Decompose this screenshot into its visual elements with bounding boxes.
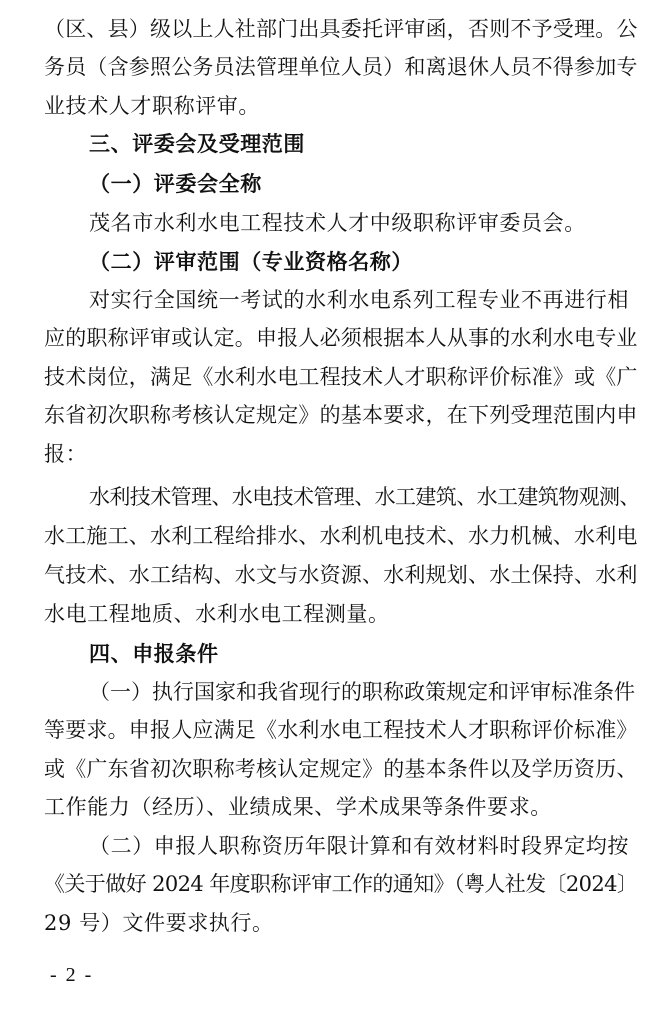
paragraph-line: 水电工程地质、水利水电工程测量。: [44, 602, 390, 626]
paragraph-line: 茂名市水利水电工程技术人才中级职称评审委员会。: [89, 211, 586, 235]
paragraph-line: 业技术人才职称评审。: [44, 94, 260, 118]
paragraph-line: （区、县）级以上人社部门出具委托评审函，否则不予受理。公: [44, 17, 638, 41]
paragraph-line: 《关于做好 2024 年度职称评审工作的通知》（粤人社发〔2024〕: [44, 872, 638, 896]
subsection-heading: （一）评委会全称: [89, 172, 262, 196]
paragraph-line: 水工施工、水利工程给排水、水利机电技术、水力机械、水利电: [44, 524, 638, 548]
paragraph-line: 技术岗位，满足《水利水电工程技术人才职称评价标准》或《广: [44, 365, 638, 389]
subsection-heading: （二）评审范围（专业资格名称）: [89, 250, 413, 274]
paragraph-line: 等要求。申报人应满足《水利水电工程技术人才职称评价标准》: [44, 718, 638, 742]
paragraph-line: 应的职称评审或认定。申报人必须根据本人从事的水利水电专业: [44, 326, 638, 350]
paragraph-line: 或《广东省初次职称考核认定规定》的基本条件以及学历资历、: [44, 757, 638, 781]
paragraph-line: 务员（含参照公务员法管理单位人员）和离退休人员不得参加专: [44, 55, 638, 79]
paragraph-line: 29 号）文件要求执行。: [44, 911, 274, 935]
section-heading: 三、评委会及受理范围: [89, 132, 305, 156]
section-heading: 四、申报条件: [89, 642, 219, 666]
page-number: - 2 -: [50, 964, 94, 986]
paragraph-line: 水利技术管理、水电技术管理、水工建筑、水工建筑物观测、: [89, 485, 640, 509]
paragraph-line: （二）申报人职称资历年限计算和有效材料时段界定均按: [89, 834, 629, 858]
paragraph-line: 报：: [44, 442, 88, 466]
paragraph-line: 对实行全国统一考试的水利水电系列工程专业不再进行相: [89, 288, 629, 312]
paragraph-line: 东省初次职称考核认定规定》的基本要求，在下列受理范围内申: [44, 403, 638, 427]
paragraph-line: 工作能力（经历）、业绩成果、学术成果等条件要求。: [44, 795, 552, 819]
paragraph-line: 气技术、水工结构、水文与水资源、水利规划、水土保持、水利: [44, 563, 638, 587]
paragraph-line: （一）执行国家和我省现行的职称政策规定和评审标准条件: [89, 680, 635, 704]
